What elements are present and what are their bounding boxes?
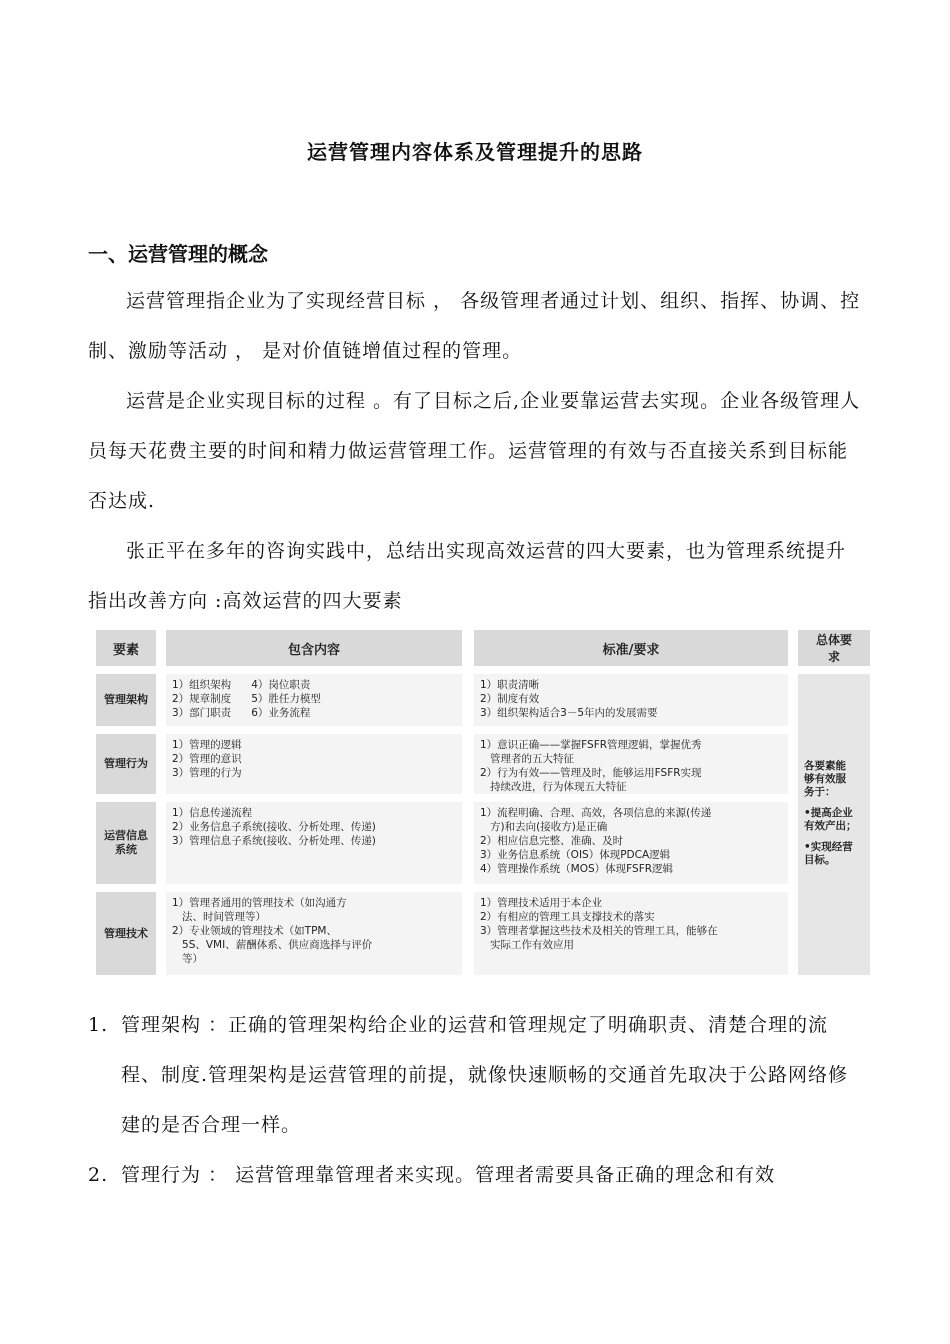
cell-line: 各要素能 够有效服 务于：	[804, 760, 846, 798]
list-number: 1.	[88, 1014, 109, 1036]
cell-line: 2）有相应的管理工具支撑技术的落实	[480, 911, 655, 923]
content-cell	[166, 734, 462, 794]
cell-line: 3）业务信息系统（OIS）体现PDCA逻辑	[480, 849, 671, 861]
row-label: 管理架构	[96, 674, 156, 726]
table-header: 标准/要求	[474, 630, 788, 666]
row-label: 管理行为	[96, 734, 156, 794]
cell-line: 2）专业领域的管理技术（如TPM、	[172, 925, 337, 937]
cell-line: 1）职责清晰	[480, 679, 540, 691]
cell-line: 1）管理的逻辑	[172, 739, 242, 751]
table-header: 包含内容	[166, 630, 462, 666]
list-text: 管理架构 ：正确的管理架构给企业的运营和管理规定了明确职责、清楚合理的流程、制度.管理架构是运营管理的前提，就像快速顺畅的交通首先取决于公路网络修建的是否合理一样。	[121, 1014, 849, 1136]
cell-line: 3）部门职责 6）业务流程	[172, 707, 311, 719]
list-text: 管理行为 ： 运营管理靠管理者来实现。管理者需要具备正确的理念和有效	[121, 1164, 776, 1186]
standard-cell	[474, 892, 788, 975]
cell-line: •实现经营 目标。	[804, 841, 853, 866]
cell-line: 法、时间管理等）	[172, 911, 267, 923]
cell-line: 3）组织架构适合3－5年内的发展需要	[480, 707, 658, 719]
cell-line: 等）	[172, 953, 204, 965]
list-item	[88, 1150, 864, 1200]
cell-line: 3）管理的行为	[172, 767, 242, 779]
content-cell	[166, 802, 462, 884]
cell-line: 5S、VMI、薪酬体系、供应商选择与评价	[172, 939, 373, 951]
content-cell	[166, 674, 462, 726]
list-number: 2.	[88, 1164, 109, 1186]
cell-line: 管理者的五大特征	[480, 753, 575, 765]
cell-line: 2）行为有效——管理及时，能够运用FSFR实现	[480, 767, 702, 779]
four-elements-table	[96, 630, 870, 975]
table-header: 要素	[96, 630, 156, 666]
standard-cell	[474, 734, 788, 794]
cell-line: 方)和去向(接收方)是正确	[480, 821, 608, 833]
cell-line: 3）管理信息子系统(接收、分析处理、传递)	[172, 835, 376, 847]
cell-line: 1）管理技术适用于本企业	[480, 897, 603, 909]
cell-line: 1）组织架构 4）岗位职责	[172, 679, 311, 691]
cell-line: 1）流程明确、合理、高效，各项信息的来源(传递	[480, 807, 712, 819]
standard-cell	[474, 674, 788, 726]
cell-line: 4）管理操作系统（MOS）体现FSFR逻辑	[480, 863, 674, 875]
table-header: 总体要求	[798, 630, 870, 666]
cell-line: 1）意识正确——掌握FSFR管理逻辑，掌握优秀	[480, 739, 702, 751]
cell-line: 1）信息传递流程	[172, 807, 253, 819]
cell-line: 2）规章制度 5）胜任力模型	[172, 693, 321, 705]
list-item	[88, 1000, 864, 1150]
section-heading: 一、运营管理的概念	[88, 242, 268, 266]
cell-line: 持续改进，行为体现五大特征	[480, 781, 627, 793]
cell-line: 3）管理者掌握这些技术及相关的管理工具，能够在	[480, 925, 718, 937]
cell-line: 实际工作有效应用	[480, 939, 575, 951]
content-cell	[166, 892, 462, 975]
row-label: 管理技术	[96, 892, 156, 975]
cell-line: 2）管理的意识	[172, 753, 242, 765]
standard-cell	[474, 802, 788, 884]
paragraph: 运营是企业实现目标的过程 。有了目标之后,企业要靠运营去实现。企业各级管理人员每天花费主要的时间和精力做运营管理工作。运营管理的有效与否直接关系到目标能否达成.	[88, 390, 861, 512]
summary-cell	[798, 674, 870, 975]
cell-line: 1）管理者通用的管理技术（如沟通方	[172, 897, 347, 909]
document-title: 运营管理内容体系及管理提升的思路	[307, 140, 643, 164]
cell-line: 2）相应信息完整、准确、及时	[480, 835, 624, 847]
row-label: 运营信息系统	[96, 802, 156, 884]
paragraph: 张正平在多年的咨询实践中，总结出实现高效运营的四大要素，也为管理系统提升指出改善方向 :高效运营的四大要素	[88, 540, 847, 612]
paragraph: 运营管理指企业为了实现经营目标 ， 各级管理者通过计划、组织、指挥、协调、控制、激励等活动 ， 是对价值链增值过程的管理。	[88, 290, 861, 362]
cell-line: 2）制度有效	[480, 693, 540, 705]
cell-line: 2）业务信息子系统(接收、分析处理、传递)	[172, 821, 376, 833]
cell-line: •提高企业 有效产出；	[804, 807, 857, 832]
